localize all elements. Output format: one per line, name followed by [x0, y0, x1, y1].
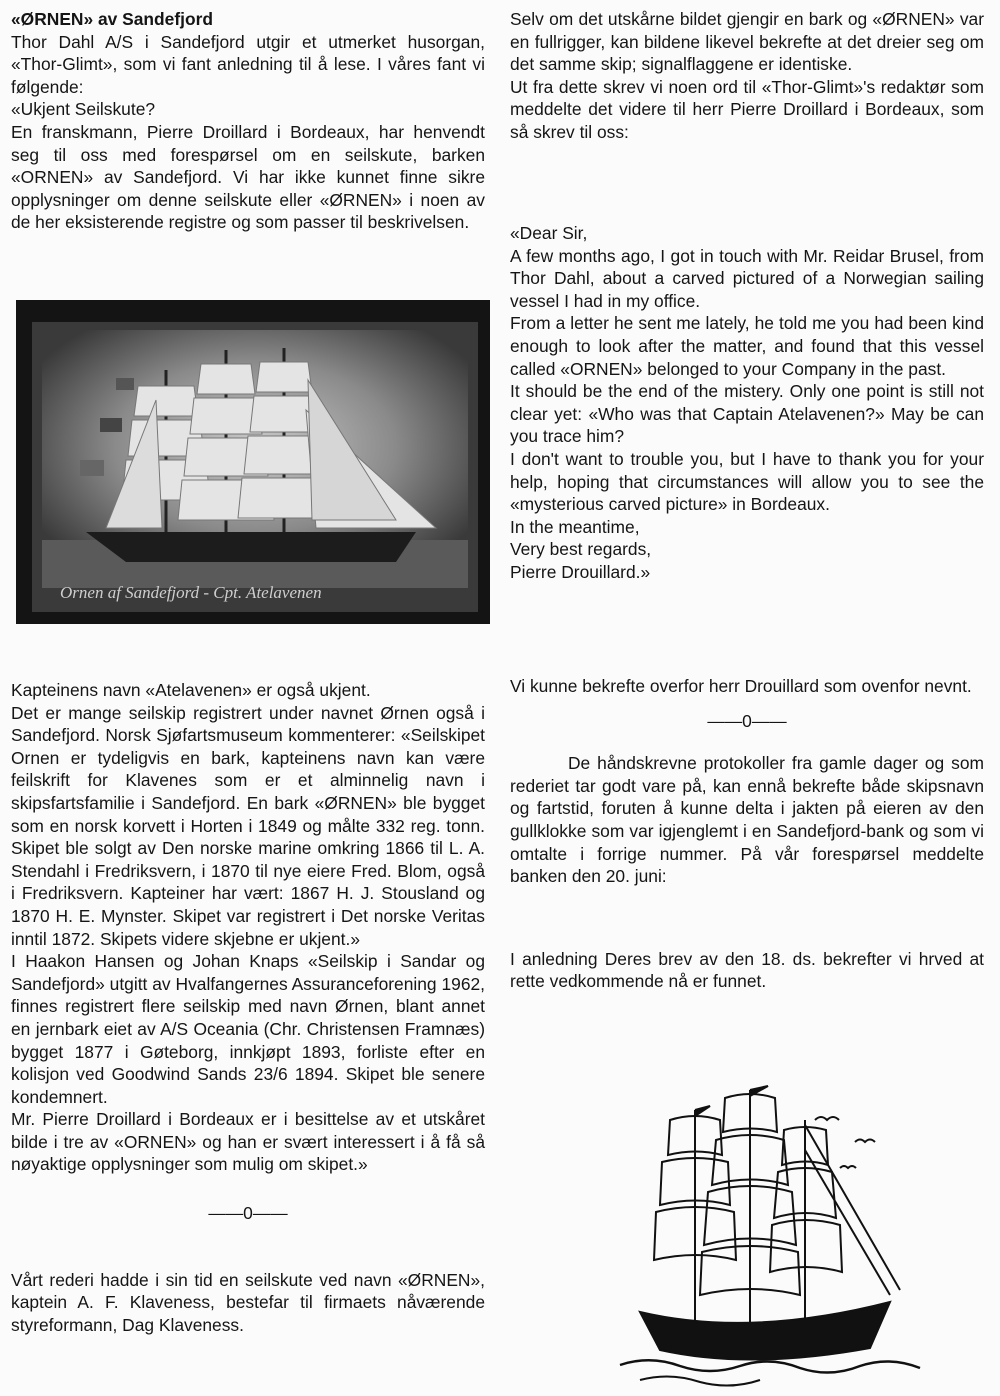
letter-line: I don't want to trouble you, but I have to thank you for your help, hoping that circumstances will allow you to see the «mysterious carved picture» in Bordeaux. [510, 448, 984, 515]
carved-caption: Ornen af Sandefjord - Cpt. Atelavenen [60, 583, 322, 602]
intro-paragraph: Thor Dahl A/S i Sandefjord utgir et utmerket husorgan, «Thor-Glimt», som vi fant anledning til å lese. I våres fant vi følgende: [11, 31, 485, 97]
closing-paragraph: Vårt rederi hadde i sin tid en seilskute ved navn «ØRNEN», kaptein A. F. Klaveness, bestefar til firmaets nåværende styreformann, Dag Klaveness. [11, 1269, 485, 1335]
letter-salutation: «Dear Sir, [510, 223, 588, 243]
museum-comment-paragraph: Det er mange seilskip registrert under navnet Ørnen også i Sandefjord. Norsk Sjøfartsmuseum kommenterer: «Seilskipet Ornen er tydeligvis en bark, kapteinens navn kan være feilskrift for Klavenes som er et alminnelig navn i skipsfartsfamilie i Sandefjord. En bark «ØRNEN» ble bygget som en norsk korvett i Horten i 1849 og målte 332 reg. tonn. Skipet ble solgt av Den norske marine omkring 1866 til L. A. Stendahl i Fredriksvern, i 1870 til nye eiere Fred. Blom, også i Fredriksvern. Kapteiner har vært: 1867 H. J. Stousland og 1870 H. E. Mynster. Skipet var registrert i Det norske Veritas inntil 1872. Skipets videre skjebne er ukjent.» [11, 702, 485, 949]
article-title: «ØRNEN» av Sandefjord [11, 9, 213, 29]
ship-sketch-illustration [600, 1080, 930, 1390]
letter-signature: Pierre Drouillard.» [510, 561, 651, 582]
letter-line: A few months ago, I got in touch with Mr. Reidar Brusel, from Thor Dahl, about a carved pictured of a Norwegian sailing vessel I had in my office. [510, 245, 984, 311]
confirm-paragraph: Vi kunne bekrefte overfor herr Drouillard som ovenfor nevnt. [510, 676, 972, 696]
inquiry-paragraph: En franskmann, Pierre Droillard i Bordeaux, har henvendt seg til oss med forespørsel om en seilskute, barken «ORNEN» av Sandefjord. Vi har ikke kunnet finne sikre opplysninger om denne seilskute eller «ØRNEN» i noen av de her eksisterende registre og som passer til beskrivelsen. [11, 121, 485, 233]
protocol-paragraph: De håndskrevne protokoller fra gamle dager og som rederiet tar godt vare på, kan ennå bekrefte både skipsnavn og fartstid, foruten å kunne delta i jakten på eieren av den gullklokke som var igjenglemt i en Sandefjord-bank og som vi omtalte i forrige nummer. På vår forespørsel meddelte banken den 20. juni: [510, 753, 984, 887]
carved-ship-photo [16, 300, 490, 624]
article-body-right-lower [510, 675, 984, 993]
letter-line: In the meantime, [510, 516, 640, 537]
letter-line: It should be the end of the mistery. Only one point is still not clear yet: «Who was that Captain Atelavenen?» May be can you trace him? [510, 381, 984, 447]
section-divider: ——0—— [707, 710, 787, 731]
droillard-paragraph: Mr. Pierre Droillard i Bordeaux er i besittelse av et utskåret bilde i tre av «ORNEN» og han er svært interessert i å få så nøyaktige opplysninger som mulig om skipet.» [11, 1109, 485, 1175]
letter-line: Very best regards, [510, 539, 652, 560]
editor-letter-paragraph: Ut fra dette skrev vi noen ord til «Thor-Glimt»'s redaktør som meddelte det videre til herr Pierre Droillard i Bordeaux, som så skrev til oss: [510, 76, 984, 142]
letter-line: From a letter he sent me lately, he told me you had been kind enough to look after the matter, and found that this vessel called «ORNEN» belonged to your Company in the past. [510, 313, 984, 379]
quote-heading: «Ukjent Seilskute? [11, 99, 156, 120]
article-intro [11, 8, 485, 234]
section-divider: ——0—— [208, 1203, 288, 1224]
article-body-right [510, 8, 984, 144]
registry-paragraph: I Haakon Hansen og Johan Knaps «Seilskip i Sandar og Sandefjord» utgitt av Hvalfangernes Assuranceforening 1962, finnes registrert flere seilskip med navn Ørnen, blant annet en jernbark eiet av A/S Oceania (Chr. Christensen Framnæs) bygget 1877 i Gøteborg, innkjøpt 1893, forliste efter en kolisjon ved Goodwind Sands 23/6 1894. Skipet ble senere kondemnert. [11, 951, 485, 1107]
bark-comparison-paragraph: Selv om det utskårne bildet gjengir en bark og «ØRNEN» var en fullrigger, kan bildene likevel bekrefte at det dreier seg om det samme skip; signalflaggene er identiske. [510, 9, 984, 75]
article-body-left [11, 679, 485, 1336]
droillard-letter [510, 222, 984, 584]
bank-reply-paragraph: I anledning Deres brev av den 18. ds. bekrefter vi hrved at rette vedkommende nå er funnet. [510, 948, 984, 992]
captain-name-paragraph: Kapteinens navn «Atelavenen» er også ukjent. [11, 680, 371, 700]
